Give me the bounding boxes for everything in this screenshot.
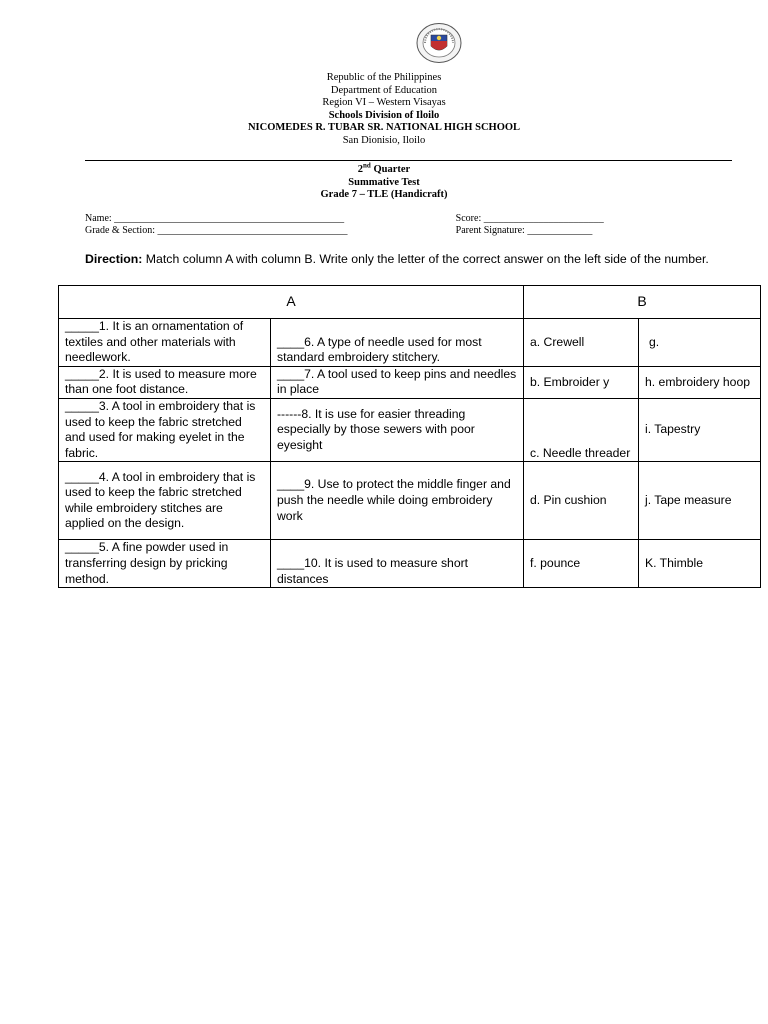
parent-signature-field[interactable]: Parent Signature: _____________ xyxy=(455,224,593,236)
choice-cell: g. xyxy=(639,319,761,367)
column-a-header: A xyxy=(59,286,524,319)
grade-subject: Grade 7 – TLE (Handicraft) xyxy=(320,189,448,200)
choice-cell: j. Tape measure xyxy=(639,462,761,540)
item-cell: ____7. A tool used to keep pins and needles in place xyxy=(271,366,524,398)
school-name: NICOMEDES R. TUBAR SR. NATIONAL HIGH SCHOOL xyxy=(247,122,521,134)
quarter-line xyxy=(0,161,768,177)
choice-cell: c. Needle threader xyxy=(524,398,639,461)
choice-cell: b. Embroider y xyxy=(524,366,639,398)
item-cell: ____6. A type of needle used for most standard embroidery stitchery. xyxy=(271,319,524,367)
choice-cell: f. pounce xyxy=(524,540,639,588)
item-cell: _____3. A tool in embroidery that is used to keep the fabric stretched and used for making eyelet in the fabric. xyxy=(59,398,271,461)
republic-line: Republic of the Philippines xyxy=(326,72,442,83)
table-row xyxy=(59,319,761,367)
choice-cell: i. Tapestry xyxy=(639,398,761,461)
department-line: Department of Education xyxy=(330,84,438,96)
table-row xyxy=(59,398,761,461)
table-row xyxy=(59,366,761,398)
region-line: Region VI – Western Visayas xyxy=(322,97,446,109)
item-cell: _____1. It is an ornamentation of textiles and other materials with needlework. xyxy=(59,319,271,367)
item-cell: ____10. It is used to measure short distances xyxy=(271,540,524,588)
direction-label: Direction: xyxy=(85,252,143,266)
choice-cell: h. embroidery hoop xyxy=(639,366,761,398)
test-type: Summative Test xyxy=(348,176,420,188)
grade-section-field[interactable]: Grade & Section: ______________________________________ xyxy=(85,224,348,236)
table-row xyxy=(59,462,761,540)
item-cell: _____2. It is used to measure more than one foot distance. xyxy=(59,366,271,398)
header-divider xyxy=(85,160,732,161)
item-cell: _____4. A tool in embroidery that is used to keep the fabric stretched while embroidery stitches are applied on the design. xyxy=(59,462,271,540)
column-b-header: B xyxy=(524,286,761,319)
choice-cell: d. Pin cushion xyxy=(524,462,639,540)
deped-seal-logo xyxy=(414,22,464,64)
choice-cell: K. Thimble xyxy=(639,540,761,588)
item-cell: ____9. Use to protect the middle finger and push the needle while doing embroidery work xyxy=(271,462,524,540)
score-field[interactable]: Score: ________________________ xyxy=(455,213,604,224)
direction-text xyxy=(85,252,725,267)
item-cell: _____5. A fine powder used in transferring design by pricking method. xyxy=(59,540,271,588)
matching-table xyxy=(58,285,761,588)
student-fields xyxy=(85,213,645,236)
quarter-suffix: nd xyxy=(363,161,371,170)
quarter-word: Quarter xyxy=(370,164,411,175)
school-address: San Dionisio, Iloilo xyxy=(342,134,426,146)
test-title xyxy=(0,161,768,202)
table-header-row xyxy=(59,286,761,319)
school-header xyxy=(0,72,768,148)
item-cell: ------8. It is use for easier threading especially by those sewers with poor eyesight xyxy=(271,398,524,461)
name-field[interactable]: Name: ______________________________________________ xyxy=(85,213,345,224)
quarter-number: 2 xyxy=(357,164,364,175)
direction-body: Match column A with column B. Write only the letter of the correct answer on the left side of the number. xyxy=(142,252,709,266)
table-row xyxy=(59,540,761,588)
division-line: Schools Division of Iloilo xyxy=(328,109,440,121)
choice-cell: a. Crewell xyxy=(524,319,639,367)
